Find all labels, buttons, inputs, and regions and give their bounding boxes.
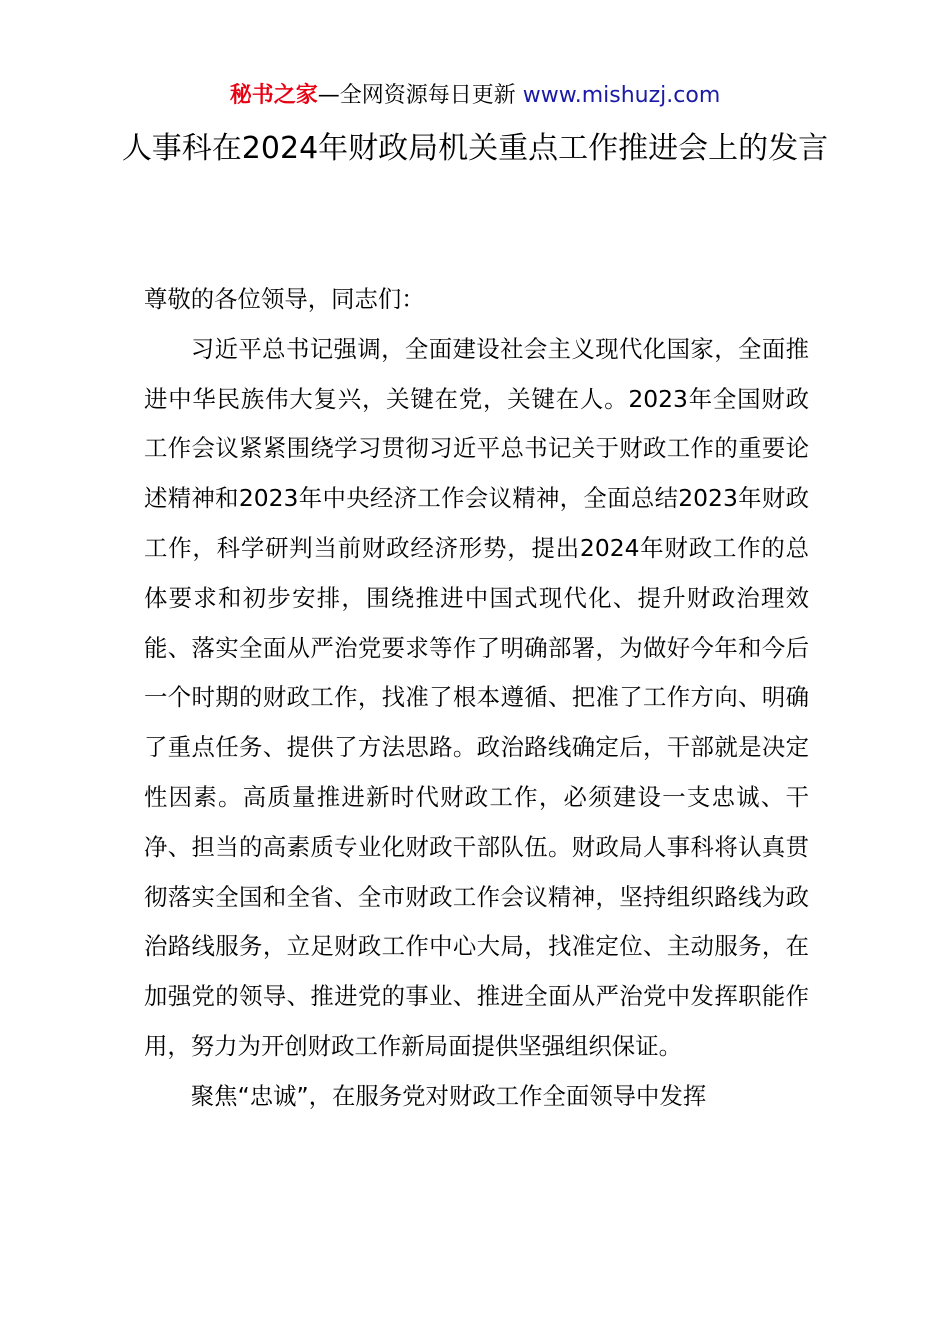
document-title: 人事科在2024年财政局机关重点工作推进会上的发言 [121,131,829,166]
site-tagline: —全网资源每日更新 [317,83,523,108]
body-paragraph: 习近平总书记强调，全面建设社会主义现代化国家，全面推进中华民族伟大复兴，关键在党，关键在人。2023年全国财政工作会议紧紧围绕学习贯彻习近平总书记关于财政工作的重要论述精神和2023年中央经济工作会议精神，全面总结2023年财政工作，科学研判当前财政经济形势，提出2024年财政工作的总体要求和初步安排，围绕推进中国式现代化、提升财政治理效能、落实全面从严治党要求等作了明确部署，为做好今年和今后一个时期的财政工作，找准了根本遵循、把准了工作方向、明确了重点任务、提供了方法思路。政治路线确定后，干部就是决定性因素。高质量推进新时代财政工作，必须建设一支忠诚、干净、担当的高素质专业化财政干部队伍。财政局人事科将认真贯彻落实全国和全省、全市财政工作会议精神，坚持组织路线为政治路线服务，立足财政工作中心大局，找准定位、主动服务，在加强党的领导、推进党的事业、推进全面从严治党中发挥职能作用，努力为开创财政工作新局面提供坚强组织保证。 [144,334,809,1060]
site-url-link[interactable]: www.mishuzj.com [522,83,721,108]
document-body [144,275,809,1122]
salutation: 尊敬的各位领导，同志们： [144,285,425,313]
site-brand: 秘书之家 [229,83,318,108]
site-header [0,80,950,112]
body-paragraph: 聚焦“忠诚”，在服务党对财政工作全面领导中发挥 [190,1081,707,1110]
